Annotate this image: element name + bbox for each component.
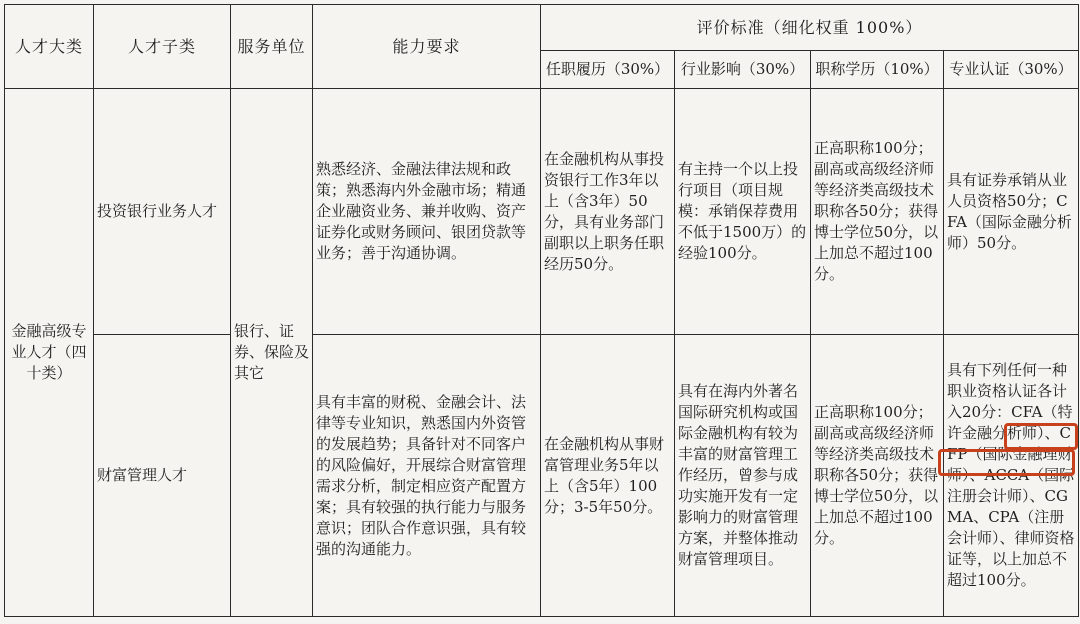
influence-text: 有主持一个以上投行项目（项目规模：承销保荐费用不低于1500万）的经验100分。 (678, 160, 807, 262)
subcategory-cell (94, 89, 231, 335)
table-row (5, 335, 1079, 617)
title-degree-cell (811, 335, 944, 617)
talent-evaluation-table (4, 4, 1079, 617)
header-subcategory: 人才子类 (94, 5, 231, 89)
table-row (5, 89, 1079, 335)
header-certification: 专业认证（30%） (944, 51, 1079, 89)
ability-text: 熟悉经济、金融法律法规和政策；熟悉海内外金融市场；精通企业融资业务、兼并收购、资产证券化或财务顾问、银团贷款等业务；善于沟通协调。 (316, 160, 527, 262)
experience-cell (541, 89, 675, 335)
subcategory-cell (94, 335, 231, 617)
title-degree-text: 正高职称100分；副高或高级经济师等经济类高级技术职称各50分；获得博士学位50分，以上加总不超过100分。 (814, 139, 939, 283)
experience-cell (541, 335, 675, 617)
influence-cell (675, 89, 811, 335)
header-ability: 能力要求 (313, 5, 541, 89)
category-text: 金融高级专业人才（四十类） (11, 322, 87, 382)
influence-text: 具有在海内外著名国际研究机构或国际金融机构有较为丰富的财富管理工作经历，曾参与成功实施开发有一定影响力的财富管理方案，并整体推动财富管理项目。 (678, 382, 799, 568)
header-influence: 行业影响（30%） (675, 51, 811, 89)
cfp-highlight-box-bottom (938, 449, 1075, 476)
service-unit-cell (231, 89, 313, 617)
title-degree-text: 正高职称100分；副高或高级经济师等经济类高级技术职称各50分；获得博士学位50分，以上加总不超过100分。 (814, 403, 939, 547)
subcategory-text: 投资银行业务人才 (97, 202, 218, 220)
header-service-unit: 服务单位 (231, 5, 313, 89)
header-evaluation: 评价标准（细化权重 100%） (541, 5, 1079, 51)
certification-cell (944, 89, 1079, 335)
title-degree-cell (811, 89, 944, 335)
ability-cell (313, 89, 541, 335)
header-category: 人才大类 (5, 5, 94, 89)
influence-cell (675, 335, 811, 617)
header-title-degree: 职称学历（10%） (811, 51, 944, 89)
certification-text: 具有证券承销从业人员资格50分；CFA（国际金融分析师）50分。 (947, 170, 1072, 252)
experience-text: 在金融机构从事投资银行工作3年以上（含3年）50分，具有业务部门副职以上职务任职经历50分。 (544, 149, 665, 273)
service-unit-text: 银行、证券、保险及其它 (234, 322, 310, 382)
experience-text: 在金融机构从事财富管理业务5年以上（含5年）100分；3-5年50分。 (544, 434, 665, 516)
ability-cell (313, 335, 541, 617)
certification-text: 具有下列任何一种职业资格认证各计入20分：CFA（特许金融分析师）、CFP（国际金融理财师）、ACCA（国际注册会计师）、CGMA、CPA（注册会计师）、律师资格证等，以上加总不超过100分。 (947, 361, 1075, 589)
subcategory-text: 财富管理人才 (97, 466, 188, 484)
header-experience: 任职履历（30%） (541, 51, 675, 89)
category-cell (5, 89, 94, 617)
cfp-highlight-box-top (1004, 423, 1078, 450)
ability-text: 具有丰富的财税、金融会计、法律等专业知识，熟悉国内外资管的发展趋势；具备针对不同客户的风险偏好，开展综合财富管理需求分析，制定相应资产配置方案；具有较强的执行能力与服务意识；团队合作意识强，具有较强的沟通能力。 (316, 392, 527, 558)
